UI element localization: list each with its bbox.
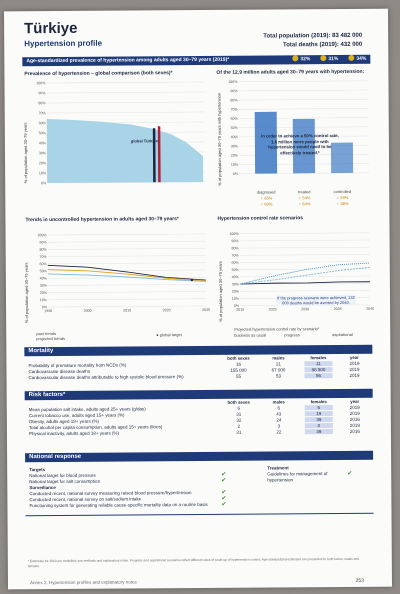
y-tick-label: 10% <box>230 162 239 167</box>
hypertension-profile-page <box>4 9 392 590</box>
gridline <box>240 240 370 241</box>
column-header: year <box>349 354 359 360</box>
table-cell: 16 <box>235 361 241 367</box>
treatment-heading: Treatment <box>267 465 289 471</box>
chart1-distribution-area <box>47 118 203 183</box>
gridline <box>46 82 204 83</box>
x-tick-label: 2010 <box>123 308 132 313</box>
check-icon: ✔ <box>221 489 227 496</box>
chart4-legend-bau: business as usual <box>234 332 267 338</box>
table-cell: 21 <box>275 361 281 367</box>
check-icon: ✔ <box>221 501 227 508</box>
y-tick-label: 50% <box>231 267 239 272</box>
y-tick-label: 20% <box>38 161 47 166</box>
gridline <box>240 290 370 291</box>
y-tick-label: 40% <box>231 275 239 280</box>
y-tick-label: 30% <box>39 283 47 288</box>
gridline <box>238 81 368 82</box>
y-tick-label: 50% <box>38 131 46 136</box>
y-tick-label: 10% <box>38 171 47 176</box>
y-tick-label: 20% <box>39 290 47 295</box>
x-tick-label: 2030 <box>301 307 310 312</box>
y-tick-label: 80% <box>230 98 238 103</box>
table-cell: 31 <box>236 411 242 417</box>
table-cell: 2019 <box>349 404 360 410</box>
prevalence-banner <box>22 55 370 66</box>
column-header: males <box>272 355 285 361</box>
gridline <box>48 234 206 235</box>
table-cell: 0 <box>305 423 333 428</box>
y-tick-label: 70% <box>38 111 46 116</box>
gridline <box>240 262 370 263</box>
total-deaths: Total deaths (2019): 432 000 <box>282 41 363 49</box>
chart2-male-value: ♂ 69% <box>260 201 273 207</box>
table-cell: 2019 <box>349 422 360 428</box>
gridline <box>48 263 206 264</box>
table-cell: 43 <box>276 411 282 417</box>
chart2-category-label: controlled <box>333 188 351 195</box>
surveillance-item: Conducted recent, national survey measuring raised blood pressure/hypertension <box>29 490 192 497</box>
x-tick-label: 2019 <box>236 307 245 312</box>
table-cell: 39 <box>305 429 333 434</box>
table-cell: 56 <box>305 373 333 378</box>
y-tick-label: 30% <box>231 282 239 287</box>
gridline <box>48 256 206 257</box>
y-tick-label: 90% <box>38 91 46 96</box>
chart3-legend-projected: projected trends <box>36 335 65 342</box>
table-cell: 2 <box>237 423 241 429</box>
column-header: year <box>350 398 360 404</box>
y-tick-label: 70% <box>230 107 238 112</box>
chart1-marker-label: global Türkiye <box>130 138 159 144</box>
both-sexes-icon <box>292 55 298 61</box>
chart3-legend-target: ● global target <box>156 332 182 338</box>
table-cell: 3 <box>277 423 281 429</box>
y-tick-label: 40% <box>230 135 238 140</box>
gridline <box>48 306 206 307</box>
y-tick-label: 70% <box>231 253 239 258</box>
gridline <box>48 248 206 249</box>
table-row-label: Current tobacco use, adults aged 15+ years (%) <box>28 412 125 419</box>
national-response-header: National response <box>25 451 373 462</box>
page-number: 253 <box>355 577 364 584</box>
y-tick-label: 100% <box>36 81 46 86</box>
table-cell: 24 <box>276 417 282 423</box>
table-cell: 6 <box>277 405 281 411</box>
chart2-female-value: ♀ 29% <box>336 194 349 201</box>
page-footer: Annex 2. Hypertension profiles and explanatory notes <box>29 579 137 586</box>
table-row-label: Mean population salt intake, adults aged 25+ years (g/day) <box>28 406 146 413</box>
chart2-ylabel: % of population aged 30–79 years with hypertension <box>216 92 223 186</box>
chart4-legend-aspirational: aspirational <box>332 331 353 338</box>
table-cell: 2019 <box>349 372 360 378</box>
check-icon: ✔ <box>221 471 227 478</box>
table-cell: 31 <box>236 429 242 435</box>
check-icon: ✔ <box>347 470 353 477</box>
table-cell: 2016 <box>349 416 360 422</box>
gridline <box>239 108 369 109</box>
column-header: females <box>310 399 327 405</box>
x-tick-label: 2020 <box>162 308 171 313</box>
prevalence-both: 32% <box>292 55 310 64</box>
gridline <box>47 92 205 93</box>
table-cell: 2019 <box>349 410 360 416</box>
table-row-label: Cardiovascular disease deaths attributable to high systolic blood pressure (%) <box>28 374 184 381</box>
chart1-global-marker <box>153 128 156 182</box>
series-line <box>240 263 370 284</box>
surveillance-item: Conducted recent, national survey on salt/sodium intake <box>29 496 142 503</box>
y-tick-label: 0% <box>233 303 240 308</box>
chart2-female-value: ♀ 65% <box>260 195 273 201</box>
footnotes: * Estimates for 2019 are modelled; see methods and explanatory notes. Progress and aspirational scenarios reflect different rates of scale-up of hypertension control. Age-standardized estimates are presented for both sexes, males and females. <box>27 556 360 568</box>
column-header: females <box>310 355 327 361</box>
surveillance-item: Functioning system for generating reliable cause-specific mortality data on a routine basis <box>29 501 208 509</box>
series-line <box>48 264 206 281</box>
y-tick-label: 100% <box>228 79 238 84</box>
table-row-label: Obesity, adults aged 18+ years (%) <box>28 418 99 425</box>
country-title: Türkiye <box>24 19 78 38</box>
gridline <box>239 90 369 91</box>
table-cell: 6 <box>305 405 333 410</box>
table-cell: 67 000 <box>271 367 286 373</box>
chart3-title: Trends in uncontrolled hypertension in adults aged 30–79 years* <box>25 216 179 224</box>
chart2-category-label: treated <box>298 189 311 195</box>
male-icon <box>348 55 354 61</box>
table-cell: 39 <box>305 417 333 422</box>
gridline <box>239 99 369 100</box>
y-tick-label: 40% <box>38 141 46 146</box>
chart2-note: In order to achieve a 50% control rate, 1.6 million more people with hypertension would need to be effectively treated.* <box>261 133 339 155</box>
chart1-ylabel: % of population aged 30–79 years <box>22 122 29 184</box>
x-tick-label: 2040 <box>366 306 375 311</box>
table-cell: 11 <box>304 361 332 366</box>
y-tick-label: 0% <box>232 171 239 176</box>
table-cell: 55 <box>236 373 242 379</box>
y-tick-label: 50% <box>39 269 47 274</box>
chart2-female-value: ♀ 54% <box>298 195 311 201</box>
y-tick-label: 90% <box>39 240 47 245</box>
divider <box>26 513 374 516</box>
chart4-title: Hypertension control rate scenarios <box>217 215 304 222</box>
profile-subtitle: Hypertension profile <box>24 38 103 49</box>
chart1-turkiye-marker <box>158 126 161 182</box>
table-cell: 88 500 <box>304 367 332 372</box>
y-tick-label: 50% <box>230 125 238 130</box>
chart4-svg <box>224 229 375 322</box>
x-tick-label: 2025 <box>268 307 277 312</box>
y-tick-label: 80% <box>39 247 47 252</box>
gridline <box>240 247 370 248</box>
y-tick-label: 100% <box>37 233 47 238</box>
target-salt: National target for salt consumption <box>29 478 101 485</box>
chart4-legend-progress: progress <box>284 332 300 338</box>
chart1-title: Prevalence of hypertension – global comparison (both sexes)* <box>24 70 173 78</box>
table-cell: 2016 <box>349 428 360 434</box>
y-tick-label: 80% <box>231 246 239 251</box>
gridline <box>240 233 370 234</box>
chart2-category-label: diagnosed <box>257 189 276 195</box>
y-tick-label: 60% <box>38 121 46 126</box>
y-tick-label: 90% <box>230 89 238 94</box>
y-tick-label: 90% <box>231 239 239 244</box>
total-population: Total population (2019): 83 482 000 <box>263 32 363 40</box>
treatment-guidelines: Guidelines for management of hypertension <box>267 471 328 483</box>
y-tick-label: 10% <box>39 298 48 303</box>
targets-heading: Targets <box>29 467 46 473</box>
table-cell: 2019 <box>349 366 360 372</box>
column-header: males <box>272 399 285 405</box>
chart4-note: If the progress scenario were achieved, 132 000 deaths would be averted by 2040. <box>277 294 355 306</box>
table-row-label: Cardiovascular disease deaths <box>28 368 91 375</box>
chart2-title: Of the 12.9 million adults aged 30–79 years with hypertension: <box>216 68 365 76</box>
table-cell: 53 <box>276 373 282 379</box>
chart2-male-value: ♂ 64% <box>298 201 311 207</box>
gridline <box>48 241 206 242</box>
column-header: both sexes <box>227 399 250 405</box>
gridline <box>47 112 205 113</box>
chart3-svg <box>32 230 213 323</box>
gridline <box>240 276 370 277</box>
y-tick-label: 100% <box>229 231 239 236</box>
gridline <box>240 254 370 255</box>
female-icon <box>320 55 326 61</box>
x-tick-label: 1990 <box>44 309 53 314</box>
y-tick-label: 0% <box>41 305 48 310</box>
table-row-label: Physical inactivity, adults aged 18+ years (%) <box>28 430 120 437</box>
country-stats <box>263 32 362 51</box>
y-tick-label: 80% <box>38 101 46 106</box>
risk-factors-header: Risk factors* <box>25 389 373 400</box>
chart1-svg <box>30 78 211 189</box>
chart2-male-value: ♂ 38% <box>336 200 349 207</box>
chart3-legend-past: past trends <box>36 330 57 337</box>
gridline <box>47 102 205 103</box>
column-header: both sexes <box>227 355 250 361</box>
y-tick-label: 60% <box>230 116 238 121</box>
table-cell: 6 <box>237 405 241 411</box>
y-tick-label: 40% <box>39 276 47 281</box>
y-tick-label: 0% <box>40 181 47 186</box>
gridline <box>48 292 206 293</box>
table-cell: 2019 <box>349 360 360 366</box>
x-tick-label: 2000 <box>83 308 92 313</box>
y-tick-label: 30% <box>38 151 46 156</box>
chart4-legend-title: Projected hypertension control rate by scenario* <box>234 326 320 332</box>
y-tick-label: 20% <box>230 153 239 158</box>
y-tick-label: 60% <box>231 260 239 265</box>
check-icon: ✔ <box>221 495 227 502</box>
prevalence-label: Age-standardized prevalence of hypertension among adults aged 30–79 years (2019)* <box>26 56 230 65</box>
y-tick-label: 60% <box>39 262 47 267</box>
gridline <box>48 299 206 300</box>
table-cell: 32 <box>236 417 242 423</box>
table-cell: 155 000 <box>230 367 247 373</box>
chart4-ylabel: % of population aged 30–79 years <box>217 261 224 322</box>
y-tick-label: 10% <box>231 296 240 301</box>
table-cell: 19 <box>305 411 333 416</box>
table-row-label: Total alcohol per capita consumption, adults aged 15+ years (litres) <box>28 424 163 431</box>
surveillance-heading: Surveillance <box>29 484 56 491</box>
mortality-header: Mortality <box>24 345 372 356</box>
prevalence-male: 34% <box>348 55 366 64</box>
y-tick-label: 20% <box>231 289 239 294</box>
x-tick-label: 2035 <box>333 306 342 312</box>
table-cell: 22 <box>276 429 282 435</box>
y-tick-label: 30% <box>230 144 238 149</box>
y-tick-label: 70% <box>39 254 47 259</box>
chart3-ylabel: % of population aged 30–79 years <box>23 262 30 324</box>
x-tick-label: 2030 <box>202 307 211 312</box>
gridline <box>48 284 206 285</box>
check-icon: ✔ <box>221 477 227 484</box>
prevalence-female: 31% <box>320 55 338 64</box>
global-target-marker <box>191 279 193 281</box>
table-row-label: Probability of premature mortality from NCDs (%) <box>28 362 127 369</box>
target-blood-pressure: National target for blood pressure <box>29 472 97 479</box>
